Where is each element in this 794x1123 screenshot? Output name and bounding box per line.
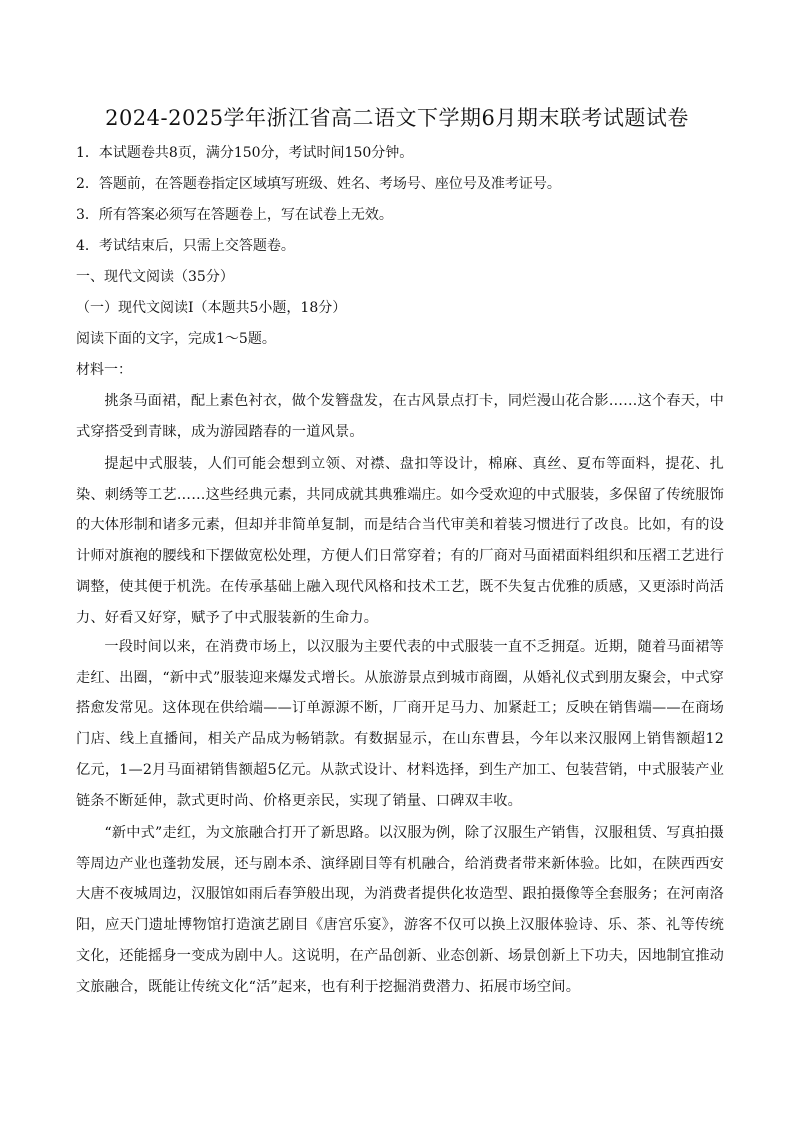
instruction-item-4: 4．考试结束后，只需上交答题卷。 <box>76 238 295 254</box>
section-heading: 一、现代文阅读（35分） <box>76 269 234 285</box>
material-label: 材料一： <box>76 362 132 378</box>
reading-prompt: 阅读下面的文字，完成1～5题。 <box>76 331 276 347</box>
paragraph-2: 提起中式服装，人们可能会想到立领、对襟、盘扣等设计，棉麻、真丝、夏布等面料，提花、扎染、刺绣等工艺……这些经典元素，共同成就其典雅端庄。如今受欢迎的中式服装，多保留了传统服饰的大体形制和诸多元素，但却并非简单复制，而是结合当代审美和着装习惯进行了改良。比如，有的设计师对旗袍的腰线和下摆做宽松处理，方便人们日常穿着；有的厂商对马面裙面料组织和压褶工艺进行调整，使其便于机洗。在传承基础上融入现代风格和技术工艺，既不失复古优雅的质感，又更添时尚活力、好看又好穿，赋予了中式服装新的生命力。 <box>76 456 724 626</box>
instruction-item-1: 1．本试题卷共8页，满分150分，考试时间150分钟。 <box>76 145 414 161</box>
paragraph-3: 一段时间以来，在消费市场上，以汉服为主要代表的中式服装一直不乏拥趸。近期，随着马面裙等走红、出圈，“新中式”服装迎来爆发式增长。从旅游景点到城市商圈，从婚礼仪式到朋友聚会，中式穿搭愈发常见。这体现在供给端——订单源源不断，厂商开足马力、加紧赶工；反映在销售端——在商场门店、线上直播间，相关产品成为畅销款。有数据显示，在山东曹县，今年以来汉服网上销售额超12亿元，1—2月马面裙销售额超5亿元。从款式设计、材料选择，到生产加工、包装营销，中式服装产业链条不断延伸，款式更时尚、价格更亲民，实现了销量、口碑双丰收。 <box>76 639 724 809</box>
exam-title: 2024-2025学年浙江省高二语文下学期6月期末联考试题试卷 <box>105 106 689 130</box>
instruction-item-3: 3．所有答案必须写在答题卷上，写在试卷上无效。 <box>76 207 393 223</box>
paragraph-1: 挑条马面裙，配上素色衬衣，做个发簪盘发，在古风景点打卡，同烂漫山花合影……这个春天，中式穿搭受到青睐，成为游园踏春的一道风景。 <box>76 393 724 440</box>
subsection-heading: （一）现代文阅读Ⅰ（本题共5小题，18分） <box>76 300 347 316</box>
instruction-item-2: 2．答题前，在答题卷指定区域填写班级、姓名、考场号、座位号及准考证号。 <box>76 176 561 192</box>
paragraph-4: “新中式”走红，为文旅融合打开了新思路。以汉服为例，除了汉服生产销售，汉服租赁、写真拍摄等周边产业也蓬勃发展，还与剧本杀、演绎剧目等有机融合，给消费者带来新体验。比如，在陕西西安大唐不夜城周边，汉服馆如雨后春笋般出现，为消费者提供化妆造型、跟拍摄像等全套服务；在河南洛阳，应天门遗址博物馆打造演艺剧目《唐宫乐宴》，游客不仅可以换上汉服体验诗、乐、茶、礼等传统文化，还能摇身一变成为剧中人。这说明，在产品创新、业态创新、场景创新上下功夫，因地制宜推动文旅融合，既能让传统文化“活”起来，也有利于挖掘消费潜力、拓展市场空间。 <box>76 825 724 995</box>
